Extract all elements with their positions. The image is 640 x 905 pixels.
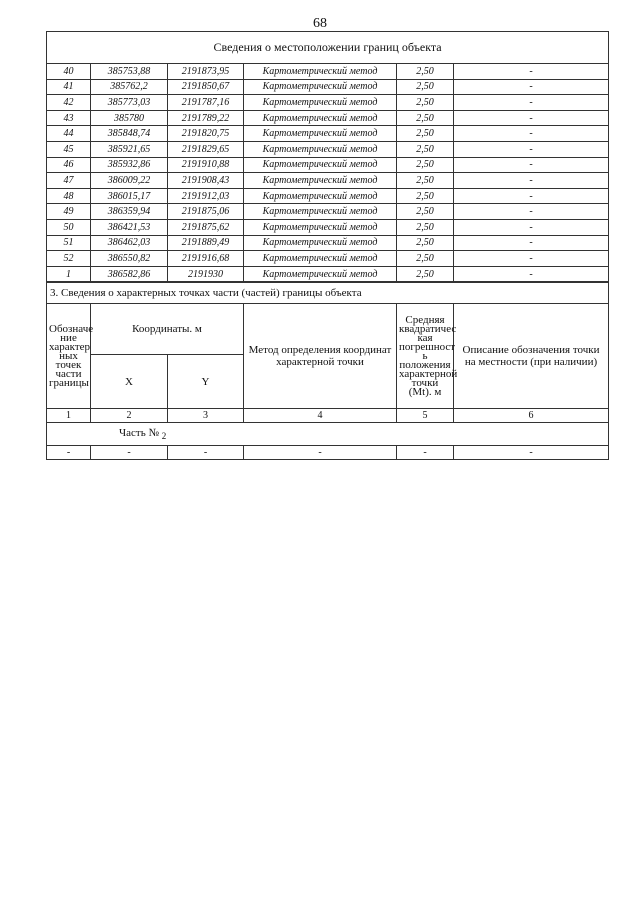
section-title: Сведения о местоположении границ объекта [47, 32, 609, 64]
point-number-cell: 44 [47, 126, 91, 142]
point-number-cell: 1 [47, 266, 91, 282]
empty-cell: - [244, 446, 397, 460]
table-row [47, 251, 609, 267]
description-cell: - [454, 188, 609, 204]
error-cell: 2,50 [397, 188, 454, 204]
description-cell: - [454, 173, 609, 189]
point-number-cell: 42 [47, 95, 91, 111]
error-cell: 2,50 [397, 219, 454, 235]
coord-x-cell: 385780 [91, 110, 168, 126]
description-cell: - [454, 157, 609, 173]
table-row [47, 188, 609, 204]
coord-x-cell: 386359,94 [91, 204, 168, 220]
coord-y-cell: 2191875,06 [168, 204, 244, 220]
table-row [47, 79, 609, 95]
error-cell: 2,50 [397, 173, 454, 189]
column-number: 1 [47, 409, 91, 423]
header-y: Y [168, 355, 244, 409]
description-cell: - [454, 64, 609, 80]
point-number-cell: 49 [47, 204, 91, 220]
method-cell: Картометрический метод [244, 219, 397, 235]
column-number: 6 [454, 409, 609, 423]
coord-x-cell: 386009,22 [91, 173, 168, 189]
table-row [47, 266, 609, 282]
error-cell: 2,50 [397, 251, 454, 267]
description-cell: - [454, 79, 609, 95]
description-cell: - [454, 126, 609, 142]
table-row [47, 126, 609, 142]
coord-x-cell: 385848,74 [91, 126, 168, 142]
description-cell: - [454, 204, 609, 220]
coord-y-cell: 2191875,62 [168, 219, 244, 235]
section3-title: 3. Сведения о характерных точках части (частей) границы объекта [47, 283, 609, 304]
table-row [47, 64, 609, 80]
error-cell: 2,50 [397, 266, 454, 282]
method-cell: Картометрический метод [244, 266, 397, 282]
header-description: Описание обозначения точки на местности (при наличии) [454, 304, 609, 409]
coord-x-cell: 385921,65 [91, 141, 168, 157]
point-number-cell: 46 [47, 157, 91, 173]
coord-x-cell: 386550,82 [91, 251, 168, 267]
empty-cell: - [397, 446, 454, 460]
description-cell: - [454, 141, 609, 157]
empty-cell: - [168, 446, 244, 460]
point-number-cell: 45 [47, 141, 91, 157]
coord-x-cell: 385762,2 [91, 79, 168, 95]
coord-x-cell: 385932,86 [91, 157, 168, 173]
header-x: X [91, 355, 168, 409]
coord-x-cell: 386582,86 [91, 266, 168, 282]
point-number-cell: 47 [47, 173, 91, 189]
description-cell: - [454, 219, 609, 235]
table-row [47, 204, 609, 220]
header-method: Метод определения координат характерной точки [244, 304, 397, 409]
coord-x-cell: 385773,03 [91, 95, 168, 111]
point-number-cell: 52 [47, 251, 91, 267]
description-cell: - [454, 110, 609, 126]
point-number-cell: 51 [47, 235, 91, 251]
error-cell: 2,50 [397, 79, 454, 95]
part-label [47, 423, 609, 446]
coord-y-cell: 2191789,22 [168, 110, 244, 126]
header-designation: Обозначе ние характер ных точек части границы [47, 304, 91, 409]
coord-y-cell: 2191850,67 [168, 79, 244, 95]
method-cell: Картометрический метод [244, 188, 397, 204]
method-cell: Картометрический метод [244, 110, 397, 126]
method-cell: Картометрический метод [244, 95, 397, 111]
table-row [47, 157, 609, 173]
point-number-cell: 41 [47, 79, 91, 95]
header-error: Средняя квадратичес кая погрешност ь положения характерной точки (Mt). м [397, 304, 454, 409]
coord-y-cell: 2191787,16 [168, 95, 244, 111]
header-coordinates: Координаты. м [91, 304, 244, 355]
coord-y-cell: 2191873,95 [168, 64, 244, 80]
table-row [47, 95, 609, 111]
error-cell: 2,50 [397, 126, 454, 142]
table-row [47, 173, 609, 189]
coord-y-cell: 2191916,68 [168, 251, 244, 267]
description-cell: - [454, 95, 609, 111]
coord-x-cell: 386015,17 [91, 188, 168, 204]
column-number: 2 [91, 409, 168, 423]
table-row [47, 110, 609, 126]
method-cell: Картометрический метод [244, 79, 397, 95]
description-cell: - [454, 251, 609, 267]
error-cell: 2,50 [397, 141, 454, 157]
coord-x-cell: 385753,88 [91, 64, 168, 80]
description-cell: - [454, 235, 609, 251]
point-number-cell: 43 [47, 110, 91, 126]
coord-y-cell: 2191820,75 [168, 126, 244, 142]
part-label-text: Часть № [119, 426, 159, 439]
coord-y-cell: 2191910,88 [168, 157, 244, 173]
coord-y-cell: 2191912,03 [168, 188, 244, 204]
point-number-cell: 48 [47, 188, 91, 204]
method-cell: Картометрический метод [244, 204, 397, 220]
method-cell: Картометрический метод [244, 126, 397, 142]
error-cell: 2,50 [397, 95, 454, 111]
column-number: 4 [244, 409, 397, 423]
coord-y-cell: 2191889,49 [168, 235, 244, 251]
coord-y-cell: 2191908,43 [168, 173, 244, 189]
point-number-cell: 40 [47, 64, 91, 80]
method-cell: Картометрический метод [244, 141, 397, 157]
table-row [47, 235, 609, 251]
table-row [47, 219, 609, 235]
empty-cell: - [47, 446, 91, 460]
error-cell: 2,50 [397, 204, 454, 220]
empty-cell: - [454, 446, 609, 460]
description-cell: - [454, 266, 609, 282]
error-cell: 2,50 [397, 157, 454, 173]
coord-y-cell: 2191930 [168, 266, 244, 282]
coord-x-cell: 386421,53 [91, 219, 168, 235]
part-number: 2 [161, 431, 167, 442]
error-cell: 2,50 [397, 110, 454, 126]
method-cell: Картометрический метод [244, 251, 397, 267]
method-cell: Картометрический метод [244, 157, 397, 173]
boundary-location-table [46, 31, 609, 282]
point-number-cell: 50 [47, 219, 91, 235]
page-number: 68 [313, 16, 327, 31]
coord-y-cell: 2191829,65 [168, 141, 244, 157]
table-row [47, 141, 609, 157]
error-cell: 2,50 [397, 64, 454, 80]
column-number: 3 [168, 409, 244, 423]
method-cell: Картометрический метод [244, 64, 397, 80]
column-number: 5 [397, 409, 454, 423]
error-cell: 2,50 [397, 235, 454, 251]
part-points-table [46, 282, 609, 460]
coord-x-cell: 386462,03 [91, 235, 168, 251]
method-cell: Картометрический метод [244, 173, 397, 189]
empty-cell: - [91, 446, 168, 460]
method-cell: Картометрический метод [244, 235, 397, 251]
